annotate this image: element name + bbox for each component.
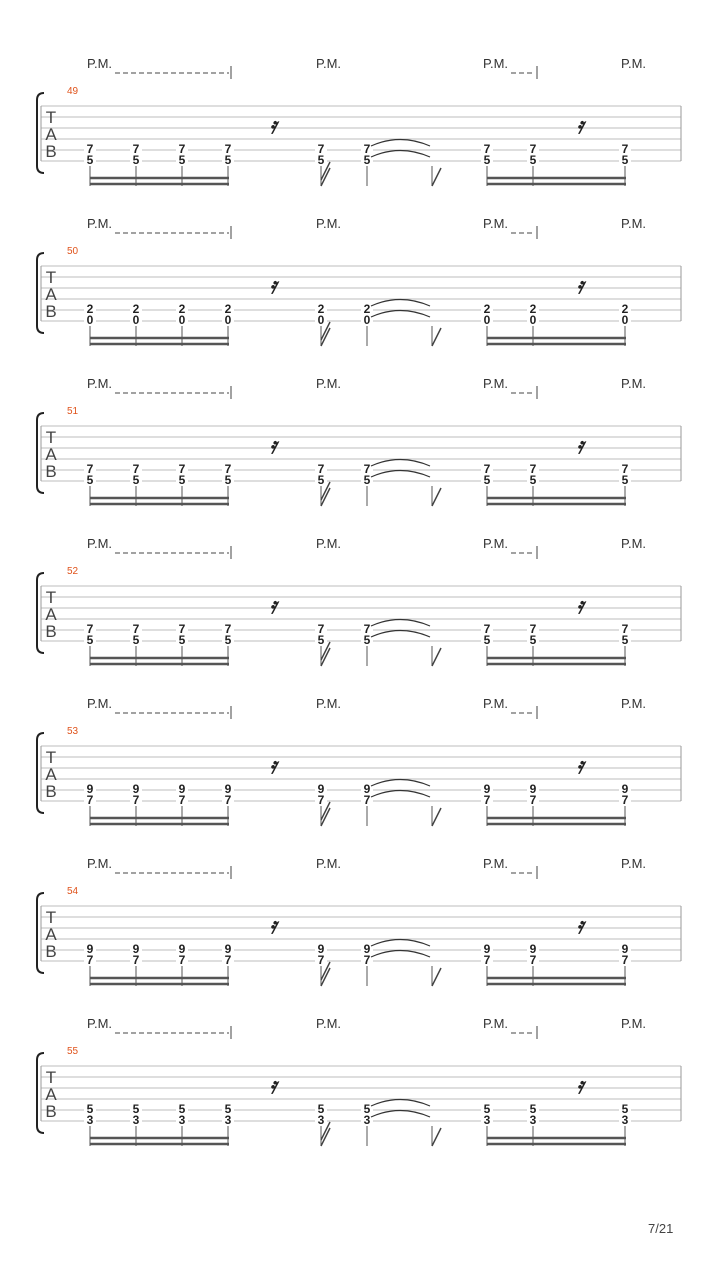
- fret-number-bottom: 7: [529, 953, 537, 967]
- fret-number-bottom: 0: [86, 313, 94, 327]
- fret-number-bottom: 5: [178, 473, 186, 487]
- fret-number-bottom: 3: [529, 1113, 537, 1127]
- fret-number-top: 2: [529, 302, 537, 316]
- fret-number-top: 7: [224, 622, 232, 636]
- palm-mute-label: P.M.: [316, 216, 342, 231]
- fret-number-bottom: 0: [178, 313, 186, 327]
- sixteenth-rest: 𝄿: [269, 913, 277, 939]
- sixteenth-rest: 𝄿: [576, 113, 584, 139]
- fret-number-bottom: 7: [621, 953, 629, 967]
- palm-mute-label: P.M.: [621, 536, 647, 551]
- measure-number: 54: [67, 886, 79, 897]
- palm-mute-label: P.M.: [316, 696, 342, 711]
- fret-number-bottom: 5: [529, 633, 537, 647]
- tie-top: [371, 620, 430, 627]
- fret-number-bottom: 0: [132, 313, 140, 327]
- fret-number-bottom: 5: [529, 473, 537, 487]
- fret-number-top: 7: [483, 462, 491, 476]
- tie-bottom: [371, 631, 430, 638]
- fret-number-top: 2: [224, 302, 232, 316]
- fret-number-top: 7: [529, 622, 537, 636]
- fret-number-bottom: 3: [86, 1113, 94, 1127]
- palm-mute-label: P.M.: [316, 1016, 342, 1031]
- fret-number-top: 5: [224, 1102, 232, 1116]
- measure-number: 52: [67, 566, 79, 577]
- fret-number-top: 2: [178, 302, 186, 316]
- fret-number-bottom: 7: [178, 793, 186, 807]
- fret-number-top: 7: [86, 462, 94, 476]
- fret-number-bottom: 5: [224, 633, 232, 647]
- fret-number-top: 5: [363, 1102, 371, 1116]
- fret-number-bottom: 7: [178, 953, 186, 967]
- fret-number-top: 7: [178, 142, 186, 156]
- fret-number-bottom: 5: [317, 153, 325, 167]
- fret-number-bottom: 7: [132, 953, 140, 967]
- sixteenth-rest: 𝄿: [269, 433, 277, 459]
- tie-bottom: [371, 151, 430, 158]
- palm-mute-label: P.M.: [316, 536, 342, 551]
- tab-clef-letter: A: [45, 765, 57, 784]
- fret-number-bottom: 7: [317, 793, 325, 807]
- note-flag: [432, 968, 441, 986]
- palm-mute-label: P.M.: [483, 696, 509, 711]
- fret-number-bottom: 7: [86, 953, 94, 967]
- fret-number-bottom: 5: [483, 633, 491, 647]
- tie-bottom: [371, 791, 430, 798]
- sixteenth-rest: 𝄿: [576, 753, 584, 779]
- fret-number-top: 7: [317, 142, 325, 156]
- tab-clef-letter: B: [45, 942, 57, 961]
- sixteenth-rest: 𝄿: [576, 593, 584, 619]
- fret-number-bottom: 5: [529, 153, 537, 167]
- sixteenth-rest: 𝄿: [576, 1073, 584, 1099]
- fret-number-bottom: 5: [363, 153, 371, 167]
- tab-system: [37, 56, 681, 186]
- fret-number-bottom: 5: [86, 473, 94, 487]
- tab-clef-letter: T: [45, 908, 57, 927]
- tab-clef-letter: T: [45, 748, 57, 767]
- fret-number-top: 9: [178, 782, 186, 796]
- fret-number-top: 7: [363, 462, 371, 476]
- tie-top: [371, 140, 430, 147]
- fret-number-top: 7: [224, 462, 232, 476]
- note-flag: [432, 488, 441, 506]
- palm-mute-label: P.M.: [87, 376, 113, 391]
- fret-number-bottom: 5: [178, 153, 186, 167]
- tie-top: [371, 460, 430, 467]
- fret-number-top: 7: [132, 142, 140, 156]
- palm-mute-label: P.M.: [483, 376, 509, 391]
- fret-number-bottom: 5: [132, 473, 140, 487]
- fret-number-bottom: 0: [621, 313, 629, 327]
- palm-mute-label: P.M.: [621, 376, 647, 391]
- fret-number-top: 7: [132, 622, 140, 636]
- tab-clef-letter: T: [45, 1068, 57, 1087]
- fret-number-bottom: 7: [86, 793, 94, 807]
- fret-number-top: 5: [483, 1102, 491, 1116]
- fret-number-top: 7: [317, 622, 325, 636]
- fret-number-top: 7: [132, 462, 140, 476]
- fret-number-bottom: 3: [483, 1113, 491, 1127]
- palm-mute-label: P.M.: [316, 856, 342, 871]
- fret-number-top: 9: [86, 942, 94, 956]
- fret-number-bottom: 7: [363, 953, 371, 967]
- fret-number-top: 5: [317, 1102, 325, 1116]
- sixteenth-rest: 𝄿: [269, 1073, 277, 1099]
- tie-top: [371, 300, 430, 307]
- tab-clef-letter: B: [45, 622, 57, 641]
- sixteenth-rest: 𝄿: [269, 273, 277, 299]
- tab-clef-letter: B: [45, 1102, 57, 1121]
- fret-number-bottom: 7: [224, 953, 232, 967]
- palm-mute-label: P.M.: [87, 1016, 113, 1031]
- sixteenth-rest: 𝄿: [576, 273, 584, 299]
- fret-number-bottom: 5: [621, 473, 629, 487]
- fret-number-bottom: 7: [224, 793, 232, 807]
- fret-number-top: 9: [86, 782, 94, 796]
- fret-number-bottom: 0: [317, 313, 325, 327]
- fret-number-bottom: 5: [363, 633, 371, 647]
- palm-mute-label: P.M.: [316, 56, 342, 71]
- tie-bottom: [371, 1111, 430, 1118]
- fret-number-bottom: 5: [621, 153, 629, 167]
- fret-number-top: 9: [132, 942, 140, 956]
- fret-number-top: 7: [621, 462, 629, 476]
- tie-bottom: [371, 951, 430, 958]
- fret-number-bottom: 5: [317, 633, 325, 647]
- fret-number-top: 7: [363, 142, 371, 156]
- fret-number-top: 9: [178, 942, 186, 956]
- fret-number-bottom: 7: [483, 793, 491, 807]
- tab-clef-letter: T: [45, 108, 57, 127]
- sixteenth-rest: 𝄿: [269, 593, 277, 619]
- fret-number-top: 7: [86, 622, 94, 636]
- tab-system: [37, 216, 681, 346]
- note-flag: [432, 168, 441, 186]
- tab-clef-letter: A: [45, 925, 57, 944]
- tab-clef-letter: B: [45, 462, 57, 481]
- fret-number-top: 9: [363, 782, 371, 796]
- fret-number-top: 5: [86, 1102, 94, 1116]
- fret-number-top: 9: [132, 782, 140, 796]
- fret-number-top: 9: [317, 782, 325, 796]
- fret-number-top: 2: [363, 302, 371, 316]
- fret-number-bottom: 7: [621, 793, 629, 807]
- fret-number-top: 7: [178, 462, 186, 476]
- palm-mute-label: P.M.: [621, 696, 647, 711]
- fret-number-bottom: 0: [483, 313, 491, 327]
- fret-number-top: 2: [483, 302, 491, 316]
- fret-number-bottom: 0: [529, 313, 537, 327]
- fret-number-bottom: 3: [363, 1113, 371, 1127]
- fret-number-bottom: 7: [317, 953, 325, 967]
- tab-clef-letter: B: [45, 782, 57, 801]
- sixteenth-rest: 𝄿: [269, 753, 277, 779]
- palm-mute-label: P.M.: [483, 56, 509, 71]
- fret-number-bottom: 7: [363, 793, 371, 807]
- palm-mute-label: P.M.: [316, 376, 342, 391]
- palm-mute-label: P.M.: [621, 56, 647, 71]
- fret-number-bottom: 5: [132, 633, 140, 647]
- tab-system: [37, 856, 681, 986]
- note-flag: [432, 328, 441, 346]
- fret-number-top: 2: [86, 302, 94, 316]
- page-number: 7/21: [648, 1221, 674, 1236]
- fret-number-bottom: 5: [224, 153, 232, 167]
- tab-system: [37, 696, 681, 826]
- fret-number-bottom: 5: [483, 473, 491, 487]
- fret-number-bottom: 5: [224, 473, 232, 487]
- tie-top: [371, 940, 430, 947]
- fret-number-top: 7: [86, 142, 94, 156]
- tab-clef-letter: B: [45, 302, 57, 321]
- fret-number-top: 2: [317, 302, 325, 316]
- tab-clef-letter: B: [45, 142, 57, 161]
- fret-number-top: 7: [529, 142, 537, 156]
- palm-mute-label: P.M.: [483, 1016, 509, 1031]
- fret-number-top: 9: [317, 942, 325, 956]
- fret-number-top: 9: [621, 782, 629, 796]
- tie-top: [371, 780, 430, 787]
- tab-clef-letter: T: [45, 268, 57, 287]
- fret-number-bottom: 5: [317, 473, 325, 487]
- tie-bottom: [371, 471, 430, 478]
- fret-number-bottom: 7: [529, 793, 537, 807]
- fret-number-top: 5: [132, 1102, 140, 1116]
- fret-number-bottom: 5: [86, 633, 94, 647]
- measure-number: 50: [67, 246, 79, 257]
- fret-number-top: 9: [483, 782, 491, 796]
- tab-clef-letter: A: [45, 285, 57, 304]
- tie-bottom: [371, 311, 430, 318]
- fret-number-bottom: 5: [363, 473, 371, 487]
- fret-number-top: 9: [224, 782, 232, 796]
- palm-mute-label: P.M.: [87, 216, 113, 231]
- fret-number-top: 2: [621, 302, 629, 316]
- tab-clef-letter: A: [45, 445, 57, 464]
- fret-number-top: 7: [317, 462, 325, 476]
- palm-mute-label: P.M.: [483, 856, 509, 871]
- palm-mute-label: P.M.: [621, 216, 647, 231]
- palm-mute-label: P.M.: [87, 536, 113, 551]
- fret-number-top: 7: [529, 462, 537, 476]
- fret-number-top: 7: [621, 622, 629, 636]
- fret-number-top: 9: [529, 782, 537, 796]
- fret-number-bottom: 0: [363, 313, 371, 327]
- tab-system: [37, 1016, 681, 1146]
- fret-number-top: 7: [363, 622, 371, 636]
- fret-number-bottom: 3: [621, 1113, 629, 1127]
- fret-number-top: 9: [483, 942, 491, 956]
- fret-number-top: 7: [621, 142, 629, 156]
- palm-mute-label: P.M.: [621, 856, 647, 871]
- fret-number-top: 9: [529, 942, 537, 956]
- fret-number-bottom: 3: [224, 1113, 232, 1127]
- note-flag: [432, 1128, 441, 1146]
- palm-mute-label: P.M.: [87, 856, 113, 871]
- fret-number-bottom: 5: [86, 153, 94, 167]
- fret-number-top: 7: [483, 142, 491, 156]
- fret-number-bottom: 7: [132, 793, 140, 807]
- fret-number-top: 7: [483, 622, 491, 636]
- fret-number-bottom: 5: [178, 633, 186, 647]
- fret-number-top: 7: [224, 142, 232, 156]
- fret-number-bottom: 0: [224, 313, 232, 327]
- fret-number-bottom: 5: [132, 153, 140, 167]
- fret-number-bottom: 5: [483, 153, 491, 167]
- tab-clef-letter: A: [45, 125, 57, 144]
- measure-number: 51: [67, 406, 79, 417]
- fret-number-top: 9: [621, 942, 629, 956]
- tab-system: [37, 376, 681, 506]
- note-flag: [432, 808, 441, 826]
- palm-mute-label: P.M.: [483, 536, 509, 551]
- fret-number-top: 2: [132, 302, 140, 316]
- tab-system: [37, 536, 681, 666]
- note-flag: [432, 648, 441, 666]
- sixteenth-rest: 𝄿: [576, 433, 584, 459]
- fret-number-bottom: 5: [621, 633, 629, 647]
- measure-number: 49: [67, 86, 79, 97]
- sixteenth-rest: 𝄿: [269, 113, 277, 139]
- fret-number-bottom: 3: [317, 1113, 325, 1127]
- fret-number-top: 9: [363, 942, 371, 956]
- fret-number-top: 7: [178, 622, 186, 636]
- palm-mute-label: P.M.: [621, 1016, 647, 1031]
- fret-number-top: 9: [224, 942, 232, 956]
- fret-number-bottom: 3: [178, 1113, 186, 1127]
- palm-mute-label: P.M.: [87, 696, 113, 711]
- fret-number-top: 5: [529, 1102, 537, 1116]
- palm-mute-label: P.M.: [483, 216, 509, 231]
- fret-number-bottom: 7: [483, 953, 491, 967]
- measure-number: 53: [67, 726, 79, 737]
- tab-clef-letter: T: [45, 588, 57, 607]
- tie-top: [371, 1100, 430, 1107]
- sixteenth-rest: 𝄿: [576, 913, 584, 939]
- tab-clef-letter: A: [45, 1085, 57, 1104]
- palm-mute-label: P.M.: [87, 56, 113, 71]
- measure-number: 55: [67, 1046, 79, 1057]
- tab-clef-letter: A: [45, 605, 57, 624]
- fret-number-bottom: 3: [132, 1113, 140, 1127]
- fret-number-top: 5: [178, 1102, 186, 1116]
- tab-clef-letter: T: [45, 428, 57, 447]
- fret-number-top: 5: [621, 1102, 629, 1116]
